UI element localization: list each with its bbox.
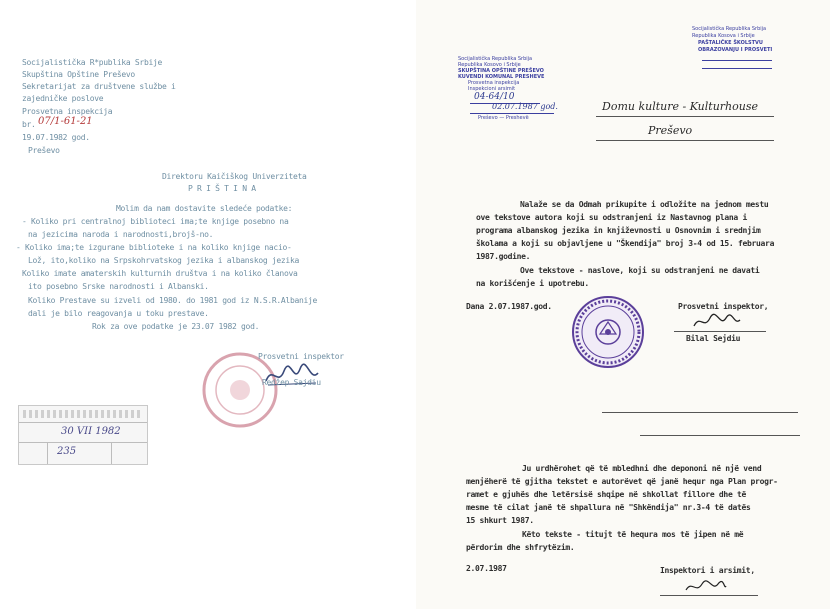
stamp-line: KUVENDI KOMUNAL PRESHEVE bbox=[458, 74, 545, 80]
left-recipient-city: P R I Š T I N A bbox=[188, 184, 256, 193]
left-body-line: dali je bilo reagovanja u toku prestave. bbox=[28, 309, 209, 318]
stamp-reference-handwritten: 04-64/10 bbox=[474, 92, 515, 102]
faint-round-seal bbox=[200, 350, 280, 430]
serbian-signature-title: Prosvetni inspektor, bbox=[678, 302, 769, 311]
albanian-body-line: ramet e gjuhës dhe letërsisë shqipe në shkollat fillore dhe të bbox=[466, 490, 747, 499]
serbian-signature-name: Bilal Sejdiu bbox=[686, 334, 741, 343]
albanian-body-line: menjëherë të gjitha tekstet e autorëvet që janë hequr nga Plan progr- bbox=[466, 477, 778, 486]
right-document bbox=[416, 0, 830, 609]
stamp-line: Prosvetna inspekcija bbox=[468, 80, 520, 86]
left-body-line: - Koliko ima;te izgurane biblioteke i na koliko knjige nacio- bbox=[16, 243, 292, 252]
left-header-line: Socijalistička R*publika Srbije bbox=[22, 58, 163, 67]
right-signature-scribble bbox=[692, 312, 742, 332]
left-signature-title: Prosvetni inspektor bbox=[258, 352, 344, 361]
stamp-line: Socijalistička Republika Srbija bbox=[458, 56, 533, 62]
serbian-body-line: programa albanskog jezika in književnosti u Osnovnim i srednjim bbox=[476, 226, 761, 235]
left-body-line: ito posebno Srske narodnosti i Albanski. bbox=[28, 282, 209, 291]
recipient-handwritten: Domu kulture - Kulturhouse bbox=[602, 100, 758, 113]
header-stamp bbox=[454, 56, 570, 122]
albanian-body-line: Këto tekste - titujt të hequra mos të jipen në më bbox=[522, 530, 744, 539]
stamp-line: Inspekcioni arsimit bbox=[468, 86, 516, 92]
corner-stamp-line: PAŠTALIČKE ŠKOLSTVU bbox=[698, 40, 763, 46]
serbian-body-line: 1987.godine. bbox=[476, 252, 531, 261]
recipient-city-handwritten: Preševo bbox=[648, 124, 693, 137]
left-recipient: Direktoru Kaičiškog Univerziteta bbox=[162, 172, 307, 181]
stamp-date-handwritten: 02.07.1987 god. bbox=[492, 102, 558, 111]
serbian-body-line: Ove tekstove - naslove, koji su odstranjeni ne davati bbox=[520, 266, 760, 275]
left-header-line: Prosvetna inspekcija bbox=[22, 107, 113, 116]
serbian-date: Dana 2.07.1987.god. bbox=[466, 302, 552, 311]
left-header-line: Sekretarijat za društvene službe i bbox=[22, 82, 176, 91]
left-deadline: Rok za ove podatke je 23.07 1982 god. bbox=[92, 322, 260, 331]
left-place: Preševo bbox=[28, 146, 60, 155]
left-body-line: na jezicima naroda i narodnosti,brojš-no. bbox=[28, 230, 214, 239]
corner-stamp-line: Republika Kosova i Srbije bbox=[692, 33, 755, 39]
albanian-body-line: përdorim dhe shfrytëzim. bbox=[466, 543, 575, 552]
serbian-body-line: ove tekstove autora koji su odstranjeni iz Nastavnog plana i bbox=[476, 213, 747, 222]
left-body-line: Molim da nam dostavite sledeće podatke: bbox=[116, 204, 293, 213]
serbian-body-line: Nalaže se da Odmah prikupite i odložite na jednom mestu bbox=[520, 200, 769, 209]
left-signature-name: Redžep Sajdiu bbox=[262, 378, 321, 387]
stamp-place: Preševo — Preshevë bbox=[478, 115, 529, 121]
corner-stamp-line: OBRAZOVANJU I PROSVETI bbox=[698, 47, 773, 53]
left-date: 19.07.1982 god. bbox=[22, 133, 90, 142]
receipt-number: 235 bbox=[57, 446, 77, 457]
reference-prefix: br. bbox=[22, 120, 36, 129]
corner-stamp-line: Socijalistička Republika Srbija bbox=[692, 26, 767, 32]
albanian-body-line: mesme të cilat janë të shpallura në "Shkëndija" nr.3-4 të datës bbox=[466, 503, 751, 512]
left-body-line: Koliko imate amaterskih kulturnih društva i na koliko članova bbox=[22, 269, 298, 278]
albanian-signature-title: Inspektori i arsimit, bbox=[660, 566, 755, 575]
albanian-signature-scribble bbox=[684, 578, 728, 596]
left-body-line: - Koliko pri centralnoj biblioteci ima;te knjige posebno na bbox=[22, 217, 289, 226]
stamp-line: Republika Kosovo i Srbije bbox=[458, 62, 521, 68]
left-body-line: Koliko Prestave su izveli od 1980. do 1981 god iz N.S.R.Albanije bbox=[28, 296, 318, 305]
left-header-line: zajedničke poslove bbox=[22, 94, 104, 103]
corner-stamp bbox=[692, 26, 812, 72]
official-round-seal bbox=[570, 294, 646, 370]
receipt-stamp-header bbox=[23, 410, 141, 418]
reference-number-handwritten: 07/1-61-21 bbox=[38, 116, 93, 127]
stamp-line: SKUPŠTINA OPŠTINE PREŠEVO bbox=[458, 68, 544, 74]
serbian-body-line: školama a koji su objavljene u "Škendija" broj 3-4 od 15. februara bbox=[476, 239, 775, 248]
serbian-body-line: na korišćenje i upotrebu. bbox=[476, 279, 589, 288]
left-header-line: Skupština Opštine Preševo bbox=[22, 70, 135, 79]
albanian-body-line: Ju urdhërohet që të mbledhni dhe depononi në një vend bbox=[522, 464, 762, 473]
receipt-date: 30 VII 1982 bbox=[61, 426, 121, 437]
albanian-body-line: 15 shkurt 1987. bbox=[466, 516, 534, 525]
left-body-line: Lož, ito,koliko na Srpskohrvatskog jezika i albanskog jezika bbox=[28, 256, 299, 265]
receipt-stamp bbox=[18, 405, 148, 465]
left-document bbox=[0, 0, 405, 609]
albanian-date: 2.07.1987 bbox=[466, 564, 507, 573]
